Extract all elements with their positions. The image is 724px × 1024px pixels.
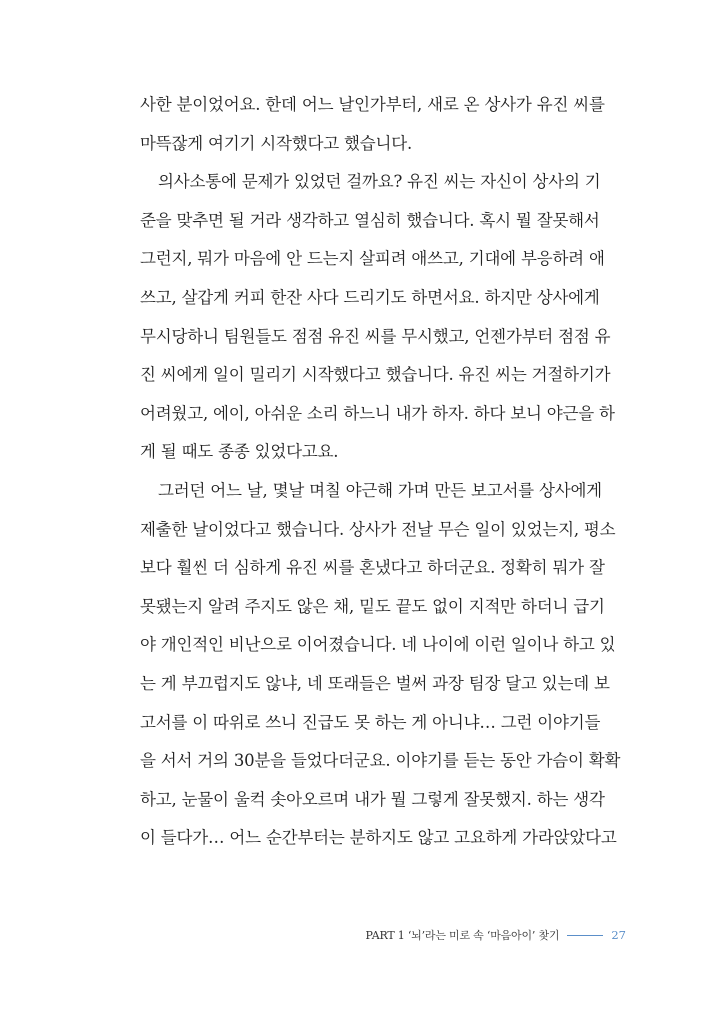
text-line: 제출한 날이었다고 했습니다. 상사가 전날 무슨 일이 있었는지, 평소 bbox=[140, 519, 616, 539]
text-line: 의사소통에 문제가 있었던 걸까요? 유진 씨는 자신이 상사의 기 bbox=[158, 172, 601, 192]
text-line: 게 될 때도 종종 있었다고요. bbox=[140, 442, 339, 462]
text-line: 야 개인적인 비난으로 이어졌습니다. 네 나이에 이런 일이나 하고 있 bbox=[140, 635, 616, 655]
text-line: 는 게 부끄럽지도 않냐, 네 또래들은 벌써 과장 팀장 달고 있는데 보 bbox=[140, 673, 610, 693]
text-line: 준을 맞추면 될 거라 생각하고 열심히 했습니다. 혹시 뭘 잘못해서 bbox=[140, 210, 600, 230]
text-line: 마뜩잖게 여기기 시작했다고 했습니다. bbox=[140, 133, 413, 153]
text-line: 고서를 이 따위로 쓰니 진급도 못 하는 게 아니냐… 그런 이야기들 bbox=[140, 712, 601, 732]
page-footer bbox=[0, 923, 626, 947]
page-number: 27 bbox=[611, 928, 626, 942]
text-line: 못됐는지 알려 주지도 않은 채, 밑도 끝도 없이 지적만 하더니 급기 bbox=[140, 596, 605, 616]
text-line: 을 서서 거의 30분을 들었다더군요. 이야기를 듣는 동안 가슴이 확확 bbox=[140, 751, 621, 771]
running-title: PART 1 ‘뇌’라는 미로 속 ‘마음아이’ 찾기 bbox=[365, 929, 560, 942]
text-line: 보다 훨씬 더 심하게 유진 씨를 혼냈다고 하더군요. 정확히 뭐가 잘 bbox=[140, 558, 605, 578]
text-line: 그러던 어느 날, 몇날 며칠 야근해 가며 만든 보고서를 상사에게 bbox=[158, 480, 602, 500]
text-line: 진 씨에게 일이 밀리기 시작했다고 했습니다. 유진 씨는 거절하기가 bbox=[140, 365, 611, 385]
text-line: 무시당하니 팀원들도 점점 유진 씨를 무시했고, 언젠가부터 점점 유 bbox=[140, 326, 611, 346]
body-text bbox=[140, 86, 640, 858]
text-line: 어려웠고, 에이, 아쉬운 소리 하느니 내가 하자. 하다 보니 야근을 하 bbox=[140, 403, 615, 423]
text-line: 하고, 눈물이 울컥 솟아오르며 내가 뭘 그렇게 잘못했지. 하는 생각 bbox=[140, 789, 605, 809]
text-line: 그런지, 뭐가 마음에 안 드는지 살피려 애쓰고, 기대에 부응하려 애 bbox=[140, 249, 605, 269]
text-line: 이 들다가… 어느 순간부터는 분하지도 않고 고요하게 가라앉았다고 bbox=[140, 828, 617, 848]
text-line: 쓰고, 살갑게 커피 한잔 사다 드리기도 하면서요. 하지만 상사에게 bbox=[140, 287, 600, 307]
footer-rule bbox=[567, 935, 603, 936]
text-line: 사한 분이었어요. 한데 어느 날인가부터, 새로 온 상사가 유진 씨를 bbox=[140, 95, 605, 114]
